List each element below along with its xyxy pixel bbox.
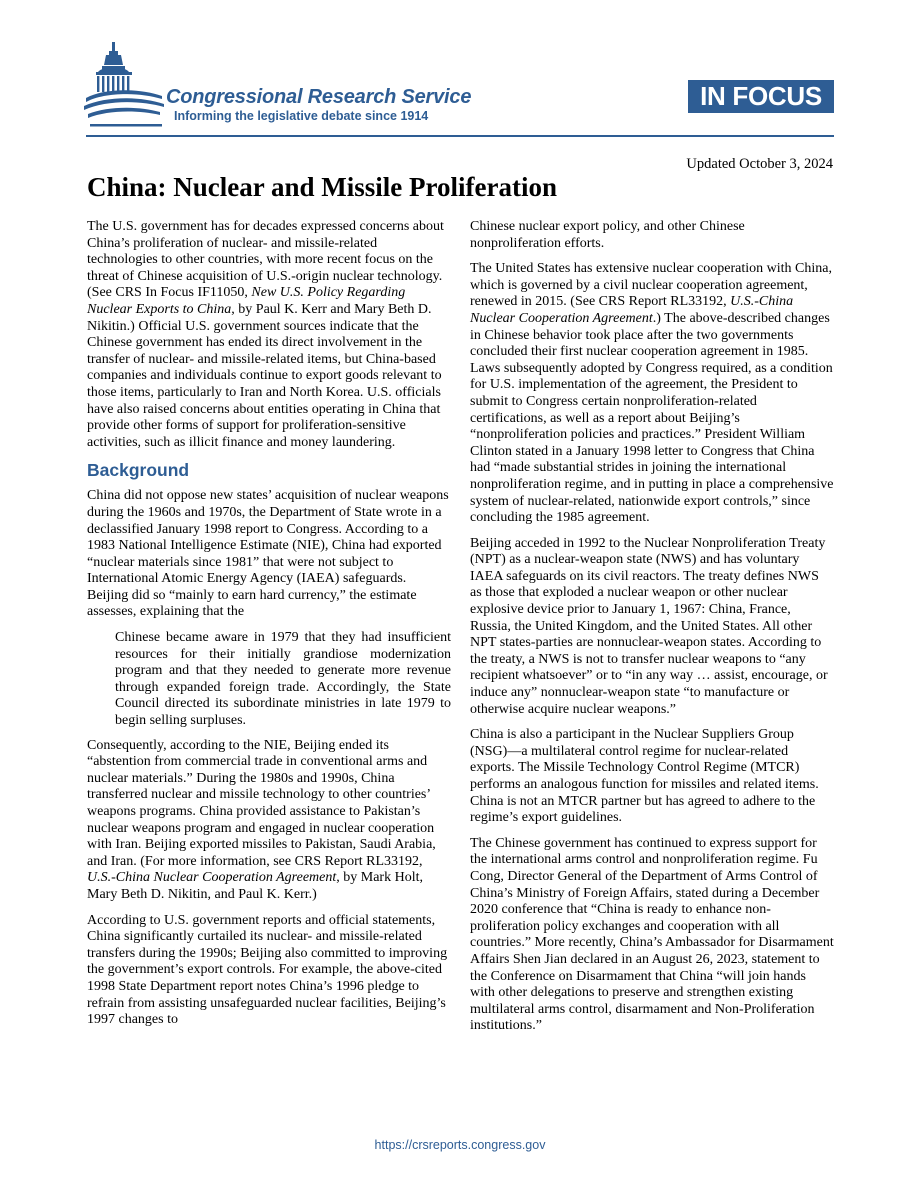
header-divider xyxy=(86,135,834,137)
section-heading-background: Background xyxy=(87,460,190,481)
continued-paragraph: Chinese nuclear export policy, and other Chinese nonproliferation efforts. xyxy=(470,219,745,251)
right-column xyxy=(470,219,834,1044)
background-paragraph-2: Consequently, according to the NIE, Beijing ended its “abstention from commercial trade in conventional arms and nuclear materials.” During the 1980s and 1990s, China transferred nuclear and missile technology to other countries’ weapons programs. China provided assistance to Pakistan’s nuclear weapons program and engaged in nuclear cooperation with Iran. Beijing exported missiles to Pakistan, Saudi Arabia, and Iran. (For more information, see CRS Report RL33192, U.S.-China Nuclear Cooperation Agreement, by Mark Holt, Mary Beth D. Nikitin, and Paul K. Kerr.) xyxy=(87,737,436,902)
capitol-dome-icon xyxy=(84,40,166,130)
org-tagline: Informing the legislative debate since 1914 xyxy=(174,109,429,123)
nsg-paragraph: China is also a participant in the Nuclear Suppliers Group (NSG)—a multilateral control regime for nuclear-related exports. The Missile Technology Control Regime (MTCR) performs an analogous function for missiles and related items. China is not an MTCR partner but has agreed to adhere to the regime’s export guidelines. xyxy=(470,727,819,826)
cited-title: New U.S. Policy Regarding Nuclear Exports to China xyxy=(87,285,406,317)
support-paragraph: The Chinese government has continued to express support for the international arms control and nonproliferation regime. Fu Cong, Director General of the Department of Arms Control of China’s Ministry of Foreign Affairs, stated during a December 2020 conference that “China is ready to enhance non-proliferation policy exchanges and cooperation with all countries.” More recently, China’s Ambassador for Disarmament Affairs Shen Jian declared in an August 26, 2023, statement to the Conference on Disarmament that China “will join hands with other delegations to preserve and strengthen existing multilateral arms control, disarmament and Non-Proliferation institutions.” xyxy=(470,835,834,1034)
crs-logo xyxy=(84,40,488,130)
intro-paragraph: The U.S. government has for decades expressed concerns about China’s proliferation of nuclear- and missile-related technologies to other countries, with more recent focus on the threat of Chinese acquisition of U.S.-origin nuclear technology. (See CRS In Focus IF11050, New U.S. Policy Regarding Nuclear Exports to China, by Paul K. Kerr and Mary Beth D. Nikitin.) Official U.S. government sources indicate that the Chinese government has ended its direct involvement in the transfer of nuclear- and missile-related items, but China-based companies and individuals continue to export goods relevant to those items, particularly to Iran and North Korea. U.S. officials have also raised concerns about entities operating in China that provide other forms of support for proliferation-sensitive activities, such as illicit finance and money laundering. xyxy=(87,219,444,450)
cited-title: U.S.-China Nuclear Cooperation Agreement xyxy=(87,870,337,886)
background-paragraph-1: China did not oppose new states’ acquisition of nuclear weapons during the 1960s and 1970s, the Department of State wrote in a declassified January 1998 report to Congress. According to a 1983 National Intelligence Estimate (NIE), China had exported “nuclear materials since 1981” that were not subject to International Atomic Energy Agency (IAEA) safeguards. Beijing did so “mainly to earn hard currency,” the estimate assesses, explaining that the xyxy=(87,488,449,620)
block-quote: Chinese became aware in 1979 that they had insufficient resources for their initially grandiose modernization program and that they needed to generate more revenue through expanded foreign trade. Accordingly, the State Council directed its subordinate ministries in late 1979 to begin selling surpluses. xyxy=(115,630,451,729)
background-paragraph-3: According to U.S. government reports and official statements, China significantly curtailed its nuclear- and missile-related transfers during the 1990s; Beijing also committed to improving the government’s export controls. For example, the above-cited 1998 State Department report notes China’s 1996 pledge to refrain from assisting unsafeguarded nuclear facilities, Beijing’s 1997 changes to xyxy=(87,912,448,1028)
cited-title: U.S.-China Nuclear Cooperation Agreement xyxy=(470,294,794,326)
footer-url[interactable]: https://crsreports.congress.gov xyxy=(374,1138,546,1152)
in-focus-badge: IN FOCUS xyxy=(688,80,834,113)
cooperation-paragraph: The United States has extensive nuclear cooperation with China, which is governed by a civil nuclear cooperation agreement, renewed in 2015. (See CRS Report RL33192, U.S.-China Nuclear Cooperation Agreement.) The above-described changes in Chinese behavior took place after the two governments concluded their first nuclear cooperation agreement in 1985. Laws subsequently adopted by Congress required, as a condition for U.S. implementation of the agreement, the President to submit to Congress certain nonproliferation-related certifications, as well as a report about Beijing’s “nonproliferation policies and practices.” President William Clinton stated in a January 1998 letter to Congress that China had “made substantial strides in joining the international nonproliferation regime, and in putting in place a comprehensive system of nuclear-related, nationwide export controls,” since concluding the 1985 agreement. xyxy=(470,261,834,526)
npt-paragraph: Beijing acceded in 1992 to the Nuclear Nonproliferation Treaty (NPT) as a nuclear-weapon state (NWS) and has voluntary IAEA safeguards on its civil reactors. The treaty defines NWS as those that exploded a nuclear weapon or other nuclear explosive device prior to January 1, 1967: China, France, Russia, the United Kingdom, and the United States. All other NPT states-parties are nonnuclear-weapon states. According to the treaty, a NWS is not to transfer nuclear weapons to “any recipient whatsoever” or to “in any way … assist, encourage, or induce any” nonnuclear-weapon state “to manufacture or otherwise acquire nuclear weapons.” xyxy=(470,535,828,717)
updated-date: Updated October 3, 2024 xyxy=(686,156,833,172)
left-column xyxy=(87,219,451,1038)
org-name: Congressional Research Service xyxy=(166,86,472,108)
page-title: China: Nuclear and Missile Proliferation xyxy=(87,172,557,202)
